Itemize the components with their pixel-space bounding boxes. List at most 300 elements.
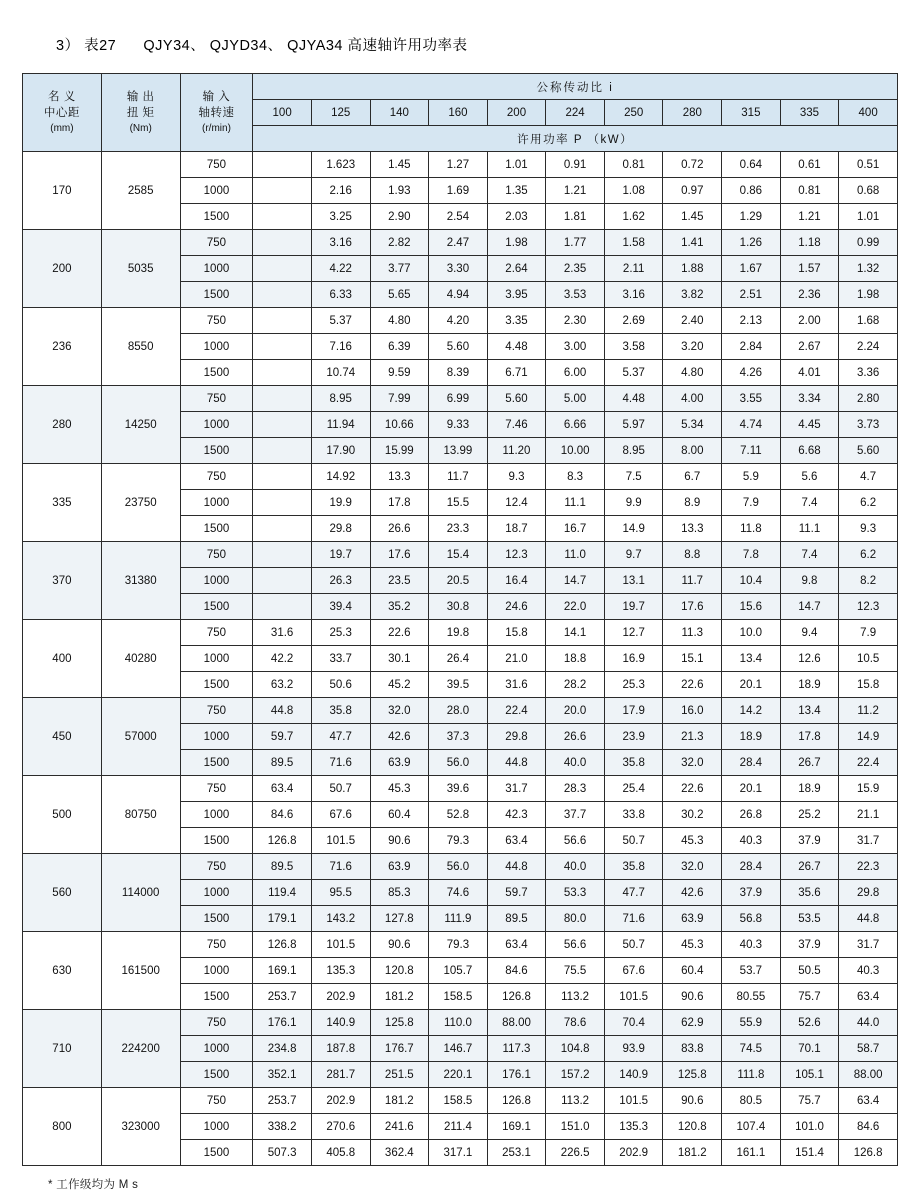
cell-power-value: 14.92 xyxy=(311,464,370,490)
cell-power-value: 31.6 xyxy=(487,672,546,698)
header-output-torque-line1: 输 出 xyxy=(126,90,155,103)
header-ratio-140: 140 xyxy=(370,100,429,126)
cell-power-value xyxy=(253,204,312,230)
cell-input-speed: 1000 xyxy=(180,178,253,204)
cell-power-value: 7.46 xyxy=(487,412,546,438)
table-row xyxy=(23,542,898,568)
cell-power-value: 40.0 xyxy=(546,854,605,880)
cell-output-torque: 57000 xyxy=(101,698,180,776)
cell-power-value: 1.01 xyxy=(839,204,898,230)
cell-power-value: 83.8 xyxy=(663,1036,722,1062)
cell-power-value: 50.7 xyxy=(604,932,663,958)
table-row xyxy=(23,230,898,256)
cell-power-value: 135.3 xyxy=(311,958,370,984)
cell-power-value: 30.1 xyxy=(370,646,429,672)
cell-power-value: 56.8 xyxy=(722,906,781,932)
cell-power-value: 15.8 xyxy=(487,620,546,646)
cell-power-value: 10.0 xyxy=(722,620,781,646)
cell-power-value: 59.7 xyxy=(253,724,312,750)
cell-power-value: 30.8 xyxy=(429,594,488,620)
cell-power-value: 4.80 xyxy=(663,360,722,386)
cell-power-value: 18.9 xyxy=(780,672,839,698)
cell-power-value: 3.58 xyxy=(604,334,663,360)
cell-power-value: 15.4 xyxy=(429,542,488,568)
cell-power-value: 75.7 xyxy=(780,984,839,1010)
cell-power-value: 2.11 xyxy=(604,256,663,282)
cell-power-value: 11.3 xyxy=(663,620,722,646)
table-body xyxy=(23,152,898,1166)
cell-power-value: 4.22 xyxy=(311,256,370,282)
cell-power-value: 5.00 xyxy=(546,386,605,412)
cell-power-value: 11.2 xyxy=(839,698,898,724)
cell-power-value: 176.7 xyxy=(370,1036,429,1062)
cell-power-value: 126.8 xyxy=(839,1140,898,1166)
cell-power-value: 35.8 xyxy=(604,750,663,776)
cell-power-value: 44.8 xyxy=(487,750,546,776)
cell-power-value: 7.4 xyxy=(780,542,839,568)
cell-power-value: 1.68 xyxy=(839,308,898,334)
cell-output-torque: 114000 xyxy=(101,854,180,932)
cell-center-distance: 450 xyxy=(23,698,102,776)
cell-power-value: 253.7 xyxy=(253,1088,312,1114)
cell-power-value: 6.66 xyxy=(546,412,605,438)
cell-power-value: 234.8 xyxy=(253,1036,312,1062)
table-header xyxy=(23,74,898,152)
cell-power-value: 1.41 xyxy=(663,230,722,256)
cell-power-value: 1.08 xyxy=(604,178,663,204)
cell-power-value: 5.9 xyxy=(722,464,781,490)
cell-input-speed: 1500 xyxy=(180,204,253,230)
cell-power-value: 35.6 xyxy=(780,880,839,906)
cell-power-value: 161.1 xyxy=(722,1140,781,1166)
cell-power-value: 26.6 xyxy=(546,724,605,750)
cell-power-value: 157.2 xyxy=(546,1062,605,1088)
cell-power-value: 2.00 xyxy=(780,308,839,334)
header-ratio-250: 250 xyxy=(604,100,663,126)
cell-power-value: 16.4 xyxy=(487,568,546,594)
cell-power-value: 151.0 xyxy=(546,1114,605,1140)
cell-power-value: 0.61 xyxy=(780,152,839,178)
cell-power-value: 12.4 xyxy=(487,490,546,516)
cell-power-value: 8.8 xyxy=(663,542,722,568)
cell-power-value: 19.7 xyxy=(604,594,663,620)
header-input-speed xyxy=(180,74,253,152)
cell-power-value: 47.7 xyxy=(604,880,663,906)
cell-power-value: 1.58 xyxy=(604,230,663,256)
cell-power-value: 42.6 xyxy=(663,880,722,906)
cell-power-value: 14.9 xyxy=(839,724,898,750)
cell-power-value: 1.93 xyxy=(370,178,429,204)
cell-input-speed: 1000 xyxy=(180,490,253,516)
cell-power-value: 30.2 xyxy=(663,802,722,828)
cell-power-value: 202.9 xyxy=(311,1088,370,1114)
cell-power-value: 32.0 xyxy=(370,698,429,724)
cell-power-value: 63.4 xyxy=(487,932,546,958)
cell-power-value: 179.1 xyxy=(253,906,312,932)
cell-power-value: 14.1 xyxy=(546,620,605,646)
cell-power-value: 4.26 xyxy=(722,360,781,386)
cell-power-value: 9.3 xyxy=(839,516,898,542)
cell-power-value: 2.64 xyxy=(487,256,546,282)
cell-input-speed: 1500 xyxy=(180,594,253,620)
cell-power-value: 21.0 xyxy=(487,646,546,672)
header-output-torque-unit: (Nm) xyxy=(129,122,152,134)
cell-power-value: 211.4 xyxy=(429,1114,488,1140)
cell-power-value: 3.25 xyxy=(311,204,370,230)
cell-power-value: 63.4 xyxy=(839,1088,898,1114)
cell-power-value: 80.0 xyxy=(546,906,605,932)
cell-power-value: 14.7 xyxy=(546,568,605,594)
cell-power-value: 105.1 xyxy=(780,1062,839,1088)
cell-power-value: 12.6 xyxy=(780,646,839,672)
cell-input-speed: 1000 xyxy=(180,724,253,750)
cell-power-value: 181.2 xyxy=(370,1088,429,1114)
cell-power-value: 3.82 xyxy=(663,282,722,308)
cell-power-value: 75.5 xyxy=(546,958,605,984)
cell-power-value: 113.2 xyxy=(546,984,605,1010)
cell-power-value: 11.0 xyxy=(546,542,605,568)
cell-input-speed: 1000 xyxy=(180,1114,253,1140)
cell-power-value: 1.77 xyxy=(546,230,605,256)
cell-power-value: 1.45 xyxy=(663,204,722,230)
cell-power-value: 8.95 xyxy=(604,438,663,464)
cell-power-value: 29.8 xyxy=(311,516,370,542)
table-row xyxy=(23,464,898,490)
footnote: * 工作级均为 M s xyxy=(48,1179,139,1191)
cell-power-value: 0.86 xyxy=(722,178,781,204)
cell-power-value: 5.60 xyxy=(429,334,488,360)
cell-power-value: 8.39 xyxy=(429,360,488,386)
cell-power-value: 107.4 xyxy=(722,1114,781,1140)
cell-power-value: 362.4 xyxy=(370,1140,429,1166)
cell-power-value: 33.8 xyxy=(604,802,663,828)
cell-power-value xyxy=(253,282,312,308)
cell-power-value: 63.2 xyxy=(253,672,312,698)
cell-power-value: 4.00 xyxy=(663,386,722,412)
table-row xyxy=(23,1088,898,1114)
cell-power-value: 1.98 xyxy=(839,282,898,308)
cell-power-value: 126.8 xyxy=(487,984,546,1010)
cell-power-value: 11.94 xyxy=(311,412,370,438)
cell-power-value: 4.20 xyxy=(429,308,488,334)
cell-power-value: 181.2 xyxy=(663,1140,722,1166)
cell-input-speed: 750 xyxy=(180,386,253,412)
cell-power-value: 11.1 xyxy=(546,490,605,516)
cell-power-value: 20.1 xyxy=(722,672,781,698)
cell-power-value xyxy=(253,178,312,204)
cell-input-speed: 1500 xyxy=(180,438,253,464)
table-row xyxy=(23,386,898,412)
cell-power-value: 95.5 xyxy=(311,880,370,906)
cell-input-speed: 1500 xyxy=(180,282,253,308)
cell-power-value: 5.37 xyxy=(311,308,370,334)
cell-input-speed: 1500 xyxy=(180,672,253,698)
cell-input-speed: 1500 xyxy=(180,516,253,542)
cell-power-value: 63.9 xyxy=(663,906,722,932)
header-ratio-315: 315 xyxy=(722,100,781,126)
cell-power-value: 60.4 xyxy=(370,802,429,828)
cell-power-value: 84.6 xyxy=(253,802,312,828)
cell-power-value: 11.8 xyxy=(722,516,781,542)
header-center-distance-line2: 中心距 xyxy=(43,107,80,120)
cell-output-torque: 224200 xyxy=(101,1010,180,1088)
cell-power-value: 35.2 xyxy=(370,594,429,620)
cell-power-value: 20.1 xyxy=(722,776,781,802)
cell-power-value: 84.6 xyxy=(487,958,546,984)
cell-power-value: 1.21 xyxy=(546,178,605,204)
cell-power-value xyxy=(253,256,312,282)
cell-power-value: 37.9 xyxy=(780,932,839,958)
cell-power-value: 16.7 xyxy=(546,516,605,542)
cell-power-value: 18.8 xyxy=(546,646,605,672)
cell-power-value: 90.6 xyxy=(663,984,722,1010)
cell-power-value: 93.9 xyxy=(604,1036,663,1062)
cell-power-value: 3.16 xyxy=(311,230,370,256)
cell-center-distance: 630 xyxy=(23,932,102,1010)
cell-power-value: 26.7 xyxy=(780,854,839,880)
cell-input-speed: 750 xyxy=(180,1088,253,1114)
cell-power-value: 3.77 xyxy=(370,256,429,282)
cell-power-value: 13.4 xyxy=(780,698,839,724)
cell-power-value: 56.0 xyxy=(429,750,488,776)
cell-power-value: 28.3 xyxy=(546,776,605,802)
cell-power-value: 9.3 xyxy=(487,464,546,490)
cell-power-value: 18.9 xyxy=(780,776,839,802)
cell-power-value: 79.3 xyxy=(429,932,488,958)
cell-power-value: 1.26 xyxy=(722,230,781,256)
cell-power-value: 63.4 xyxy=(253,776,312,802)
cell-input-speed: 1500 xyxy=(180,360,253,386)
cell-input-speed: 750 xyxy=(180,776,253,802)
cell-power-value: 11.7 xyxy=(429,464,488,490)
cell-power-value xyxy=(253,386,312,412)
cell-power-value: 37.9 xyxy=(780,828,839,854)
cell-power-value: 67.6 xyxy=(604,958,663,984)
cell-power-value: 63.4 xyxy=(487,828,546,854)
cell-power-value: 7.11 xyxy=(722,438,781,464)
cell-power-value: 37.9 xyxy=(722,880,781,906)
cell-power-value: 3.16 xyxy=(604,282,663,308)
cell-center-distance: 500 xyxy=(23,776,102,854)
cell-power-value: 26.6 xyxy=(370,516,429,542)
cell-power-value: 22.6 xyxy=(370,620,429,646)
cell-power-value: 6.00 xyxy=(546,360,605,386)
cell-power-value: 25.3 xyxy=(311,620,370,646)
cell-input-speed: 750 xyxy=(180,542,253,568)
header-ratio-400: 400 xyxy=(839,100,898,126)
cell-input-speed: 750 xyxy=(180,1010,253,1036)
cell-power-value: 111.8 xyxy=(722,1062,781,1088)
cell-power-value: 1.18 xyxy=(780,230,839,256)
cell-center-distance: 280 xyxy=(23,386,102,464)
cell-power-value: 88.00 xyxy=(487,1010,546,1036)
cell-power-value: 1.35 xyxy=(487,178,546,204)
cell-power-value: 11.20 xyxy=(487,438,546,464)
cell-power-value: 2.84 xyxy=(722,334,781,360)
cell-power-value xyxy=(253,308,312,334)
cell-power-value: 158.5 xyxy=(429,984,488,1010)
cell-power-value: 10.74 xyxy=(311,360,370,386)
cell-center-distance: 560 xyxy=(23,854,102,932)
cell-power-value: 151.4 xyxy=(780,1140,839,1166)
cell-power-value: 45.3 xyxy=(663,828,722,854)
cell-power-value: 55.9 xyxy=(722,1010,781,1036)
cell-input-speed: 750 xyxy=(180,698,253,724)
cell-power-value: 241.6 xyxy=(370,1114,429,1140)
cell-power-value: 50.7 xyxy=(604,828,663,854)
cell-power-value xyxy=(253,490,312,516)
cell-power-value: 56.6 xyxy=(546,828,605,854)
cell-power-value: 101.5 xyxy=(604,984,663,1010)
cell-power-value: 78.6 xyxy=(546,1010,605,1036)
header-ratio-160: 160 xyxy=(429,100,488,126)
cell-power-value: 11.1 xyxy=(780,516,839,542)
cell-power-value: 7.8 xyxy=(722,542,781,568)
cell-power-value: 71.6 xyxy=(311,854,370,880)
cell-input-speed: 1000 xyxy=(180,568,253,594)
cell-center-distance: 236 xyxy=(23,308,102,386)
cell-power-value: 125.8 xyxy=(663,1062,722,1088)
cell-power-value: 11.7 xyxy=(663,568,722,594)
cell-power-value: 50.5 xyxy=(780,958,839,984)
table-row xyxy=(23,308,898,334)
cell-power-value: 7.4 xyxy=(780,490,839,516)
cell-input-speed: 750 xyxy=(180,932,253,958)
cell-power-value: 20.5 xyxy=(429,568,488,594)
cell-power-value: 25.3 xyxy=(604,672,663,698)
header-center-distance-line1: 名 义 xyxy=(48,90,76,103)
cell-power-value: 2.54 xyxy=(429,204,488,230)
cell-power-value: 60.4 xyxy=(663,958,722,984)
cell-power-value: 80.5 xyxy=(722,1088,781,1114)
cell-power-value: 0.97 xyxy=(663,178,722,204)
cell-power-value: 13.99 xyxy=(429,438,488,464)
cell-power-value: 32.0 xyxy=(663,854,722,880)
cell-power-value: 13.3 xyxy=(370,464,429,490)
cell-input-speed: 750 xyxy=(180,620,253,646)
cell-power-value: 28.0 xyxy=(429,698,488,724)
cell-power-value: 22.3 xyxy=(839,854,898,880)
cell-power-value: 63.9 xyxy=(370,750,429,776)
cell-power-value: 89.5 xyxy=(487,906,546,932)
cell-power-value: 39.6 xyxy=(429,776,488,802)
cell-power-value: 8.2 xyxy=(839,568,898,594)
cell-power-value: 40.3 xyxy=(722,828,781,854)
cell-power-value: 338.2 xyxy=(253,1114,312,1140)
cell-power-value: 1.45 xyxy=(370,152,429,178)
cell-power-value xyxy=(253,334,312,360)
cell-power-value: 12.3 xyxy=(839,594,898,620)
cell-power-value: 89.5 xyxy=(253,750,312,776)
cell-power-value xyxy=(253,542,312,568)
table-row xyxy=(23,776,898,802)
cell-center-distance: 370 xyxy=(23,542,102,620)
cell-power-value: 101.0 xyxy=(780,1114,839,1140)
cell-power-value: 6.33 xyxy=(311,282,370,308)
cell-power-value: 169.1 xyxy=(487,1114,546,1140)
cell-power-value: 3.00 xyxy=(546,334,605,360)
cell-output-torque: 80750 xyxy=(101,776,180,854)
cell-power-value: 1.29 xyxy=(722,204,781,230)
header-power-title: 许用功率 P （kW） xyxy=(253,126,898,152)
header-ratio-100: 100 xyxy=(253,100,312,126)
cell-power-value: 9.4 xyxy=(780,620,839,646)
cell-output-torque: 40280 xyxy=(101,620,180,698)
cell-power-value: 2.03 xyxy=(487,204,546,230)
cell-power-value: 507.3 xyxy=(253,1140,312,1166)
cell-power-value: 13.3 xyxy=(663,516,722,542)
cell-power-value: 2.90 xyxy=(370,204,429,230)
cell-output-torque: 14250 xyxy=(101,386,180,464)
cell-power-value: 3.36 xyxy=(839,360,898,386)
cell-power-value: 15.6 xyxy=(722,594,781,620)
table-row xyxy=(23,152,898,178)
cell-power-value: 220.1 xyxy=(429,1062,488,1088)
cell-power-value: 3.30 xyxy=(429,256,488,282)
cell-power-value: 0.81 xyxy=(604,152,663,178)
cell-power-value: 1.01 xyxy=(487,152,546,178)
cell-power-value: 146.7 xyxy=(429,1036,488,1062)
cell-input-speed: 1000 xyxy=(180,256,253,282)
cell-power-value: 4.74 xyxy=(722,412,781,438)
cell-power-value: 2.67 xyxy=(780,334,839,360)
cell-power-value: 67.6 xyxy=(311,802,370,828)
cell-power-value: 10.00 xyxy=(546,438,605,464)
cell-power-value: 3.53 xyxy=(546,282,605,308)
cell-power-value: 14.7 xyxy=(780,594,839,620)
cell-power-value: 5.34 xyxy=(663,412,722,438)
cell-input-speed: 1500 xyxy=(180,750,253,776)
cell-power-value: 44.0 xyxy=(839,1010,898,1036)
cell-power-value: 40.3 xyxy=(839,958,898,984)
cell-power-value: 18.7 xyxy=(487,516,546,542)
cell-power-value: 53.3 xyxy=(546,880,605,906)
cell-output-torque: 161500 xyxy=(101,932,180,1010)
cell-power-value: 7.99 xyxy=(370,386,429,412)
header-ratio-200: 200 xyxy=(487,100,546,126)
cell-power-value: 3.34 xyxy=(780,386,839,412)
cell-output-torque: 8550 xyxy=(101,308,180,386)
power-rating-table xyxy=(22,73,898,1166)
cell-power-value: 5.37 xyxy=(604,360,663,386)
cell-power-value: 2.51 xyxy=(722,282,781,308)
cell-input-speed: 750 xyxy=(180,308,253,334)
cell-power-value: 90.6 xyxy=(663,1088,722,1114)
cell-power-value: 13.4 xyxy=(722,646,781,672)
cell-power-value: 117.3 xyxy=(487,1036,546,1062)
cell-power-value: 4.48 xyxy=(487,334,546,360)
cell-power-value: 8.95 xyxy=(311,386,370,412)
cell-power-value: 62.9 xyxy=(663,1010,722,1036)
cell-power-value: 1.98 xyxy=(487,230,546,256)
cell-power-value: 50.7 xyxy=(311,776,370,802)
cell-power-value: 226.5 xyxy=(546,1140,605,1166)
cell-power-value: 14.9 xyxy=(604,516,663,542)
cell-power-value: 16.0 xyxy=(663,698,722,724)
cell-power-value: 104.8 xyxy=(546,1036,605,1062)
cell-power-value xyxy=(253,568,312,594)
cell-power-value: 15.9 xyxy=(839,776,898,802)
cell-power-value: 4.01 xyxy=(780,360,839,386)
cell-power-value: 22.6 xyxy=(663,672,722,698)
cell-power-value xyxy=(253,594,312,620)
cell-power-value: 2.40 xyxy=(663,308,722,334)
cell-power-value: 169.1 xyxy=(253,958,312,984)
cell-power-value: 10.4 xyxy=(722,568,781,594)
cell-input-speed: 1500 xyxy=(180,1062,253,1088)
cell-power-value: 20.0 xyxy=(546,698,605,724)
cell-power-value xyxy=(253,516,312,542)
